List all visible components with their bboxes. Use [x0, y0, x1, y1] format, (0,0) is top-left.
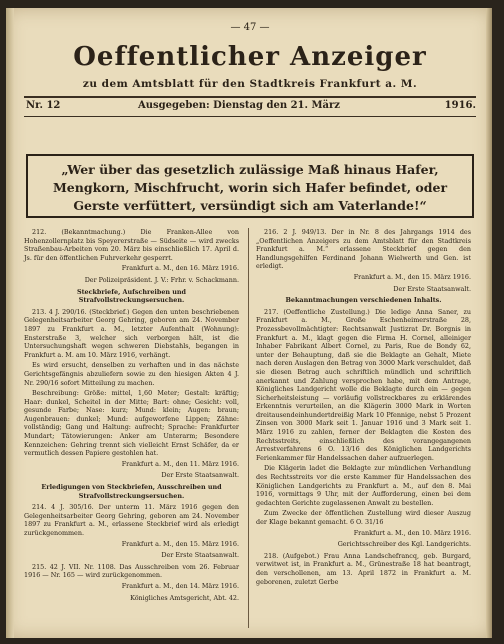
masthead-rule: [24, 96, 476, 98]
notice-213-request: Es wird ersucht, denselben zu verhaften und in das nächste Gerichtsgefängnis abzuliefern sowie zu den hiesigen Akten 4 J. Nr. 290/16 sofort Mitteilung zu machen.: [24, 361, 239, 387]
notice-signature: Frankfurt a. M., den 15. März 1916.: [353, 272, 471, 281]
banner-line: „Wer über das gesetzlich zulässige Maß hinaus Hafer,: [61, 162, 439, 177]
notice-signature: Der Polizeipräsident. J. V.: Frhr. v. Schackmann.: [84, 275, 239, 284]
notice-217-purpose: Zum Zwecke der öffentlichen Zustellung wird dieser Auszug der Klage bekannt gemacht. 6 O. 31/16: [256, 509, 471, 526]
newspaper-page: [6, 8, 492, 638]
notice-signature: Der Erste Staatsanwalt.: [393, 284, 471, 293]
masthead-title: Oeffentlicher Anzeiger: [73, 42, 427, 72]
column-divider: [248, 228, 249, 628]
notice-215: 215. 42 J. VII. Nr. 1108. Das Ausschreiben vom 26. Februar 1916 — Nr. 165 — wird zurückgenommen.: [24, 562, 239, 580]
notice-212: 212. (Bekanntmachung.) Die Franken-Allee von Hohenzollernplatz bis Speyererstraße — Südseite — wird zwecks Straßenbau-Arbeiten vom 20. März bis einschließlich 17. April d. Js. für den öffentlichen Fuhrverkehr gesperrt.: [24, 228, 239, 262]
issue-year: 1916.: [444, 100, 476, 111]
notice-signature: Frankfurt a. M., den 16. März 1916.: [121, 264, 239, 273]
section-heading: Steckbriefe, Aufschreiben und Strafvollstreckungsersuchen.: [76, 287, 187, 305]
notice-signature: Frankfurt a. M., den 10. März 1916.: [353, 528, 471, 537]
notice-signature: Der Erste Staatsanwalt.: [161, 551, 239, 560]
page-edge: [486, 8, 492, 638]
page-spine: [6, 8, 14, 638]
notice-214: 214. 4 J. 305/16. Der unterm 11. März 1916 gegen den Gelegenheitsarbeiter Georg Gehring, geboren am 24. November 1897 zu Frankfurt a. M., erlassene Steckbrief wird als erledigt zurückgenommen.: [24, 503, 239, 537]
page-number: — 47 —: [230, 22, 270, 33]
notice-signature: Der Erste Staatsanwalt.: [161, 471, 239, 480]
issue-rule: [24, 116, 476, 117]
notice-signature: Frankfurt a. M., den 14. März 1916.: [121, 581, 239, 590]
notice-217: 217. (Oeffentliche Zustellung.) Die ledige Anna Saner, zu Frankfurt a. M., Große Eschenheimerstraße 28, Prozessbevollmächtigter: Rechtsanwalt Justizrat Dr. Borgnis in Frankfurt a. M., klagt gegen die Firma H. Cornel, alleiniger Inhaber Fabrikant Albert Cornel, zu Paris, Rue de Bondy 62, unter der Behauptung, daß sie die Beklagte an Gehalt, Miete nach deren Auslagen den Betrag von 3000 Mark verschuldet, daß sie diesen Betrag auch schriftlich mündlich und schriftlich anerkannt und Zahlung versprochen habe, mit dem Antrage, Königliches Landgericht wolle die Beklagte durch ein — gegen Sicherheitsleistung — vorläufig vollstreckbares zu erklärendes Erkenntnis verurteilen, an die Klägerin 3000 Mark in Worten dreitausendeinhundertdreißig Mark 10 Pfennige, nebst 5 Prozent Zinsen von 3000 Mark seit 1. Januar 1916 und 3 Mark seit 1. März 1916 zu zahlen, ferner der Beklagten die Kosten des Rechtsstreits, einschließlich des vorangegangenen Arrestverfahrens 6 O. 13/16 des Königlichen Landgerichts Ferienkammer für Handelssachen daher aufzuerlegen.: [256, 307, 471, 462]
banner-line: Mengkorn, Mischfrucht, worin sich Hafer befindet, oder: [52, 180, 448, 195]
notice-216: 216. 2 J. 949/13. Der in Nr. 8 des Jahrgangs 1914 des „Oeffentlichen Anzeigers zu dem Amtsblatt für den Stadtkreis Frankfurt a. M.“ erlassene Steckbrief gegen den Handlungsgehilfen Ferdinand Johann Wielwerth und Gen. ist erledigt.: [256, 228, 471, 271]
left-column: [24, 228, 239, 605]
notice-217-summons: Die Klägerin ladet die Beklagte zur mündlichen Verhandlung des Rechtsstreits vor die erste Kammer für Handelssachen des Königlichen Landgerichts zu Frankfurt a. M., auf den 8. Mai 1916, vormittags 9 Uhr, mit der Aufforderung, einen bei dem gedachten Gerichte zugelassenen Anwalt zu bestellen.: [256, 464, 471, 507]
issue-date: Ausgegeben: Dienstag den 21. März: [138, 100, 340, 111]
notice-213-description: Beschreibung: Größe: mittel, 1,60 Meter; Gestalt: kräftig; Haar: dunkel, Scheitel in der Mitte; Bart: ohne; Gesicht: voll, gesunde Farbe; Nase: kurz; Mund: klein; Augen: braun; Augenbrauen: dunkel; Mund: aufgeworfene Lippen; Zähne: vollständig; Gang und Haltung: aufrecht; Sprache: Frankfurter Mundart; Tätowierungen: Anker am Unterarm; Besondere Kennzeichen: Gehring trennt sich vielleicht Ernst Schäfer, da er vermutlich dessen Papiere gestohlen hat.: [24, 389, 239, 458]
notice-signature: Gerichtsschreiber des Kgl. Landgerichts.: [337, 540, 471, 549]
notice-signature: Frankfurt a. M., den 15. März 1916.: [121, 539, 239, 548]
masthead-subtitle: zu dem Amtsblatt für den Stadtkreis Frankfurt a. M.: [82, 78, 418, 90]
notice-218: 218. (Aufgebot.) Frau Anna Landschefrancq, geb. Burgard, verwitwet ist, in Frankfurt a. M., Grünestraße 18 hat beantragt, den verschollenen, am 13. April 1872 in Frankfurt a. M. geborenen, zuletzt Gerbe: [256, 551, 471, 586]
issue-number: Nr. 12: [26, 100, 61, 111]
notice-213: 213. 4 J. 290/16. (Steckbrief.) Gegen den unten beschriebenen Gelegenheitsarbeiter Georg Gehring, geboren am 24. November 1897 zu Frankfurt a. M., letzter Aufenthalt (Wohnung): Ensterstraße 3, welcher sich verborgen hält, ist die Untersuchungshaft wegen schweren Diebstahls, begangen in Frankfurt a. M. am 10. März 1916, verhängt.: [24, 307, 239, 359]
section-heading: Erledigungen von Steckbriefen, Ausschreiben und Strafvollstreckungsersuchen.: [41, 483, 222, 500]
notice-signature: Königliches Amtsgericht, Abt. 42.: [130, 593, 239, 602]
section-heading: Bekanntmachungen verschiedenen Inhalts.: [285, 296, 442, 305]
notice-signature: Frankfurt a. M., den 11. März 1916.: [121, 459, 239, 468]
slogan-banner: [26, 154, 474, 218]
right-column: [256, 228, 471, 588]
banner-line: Gerste verfüttert, versündigt sich am Vaterlande!“: [73, 198, 427, 213]
